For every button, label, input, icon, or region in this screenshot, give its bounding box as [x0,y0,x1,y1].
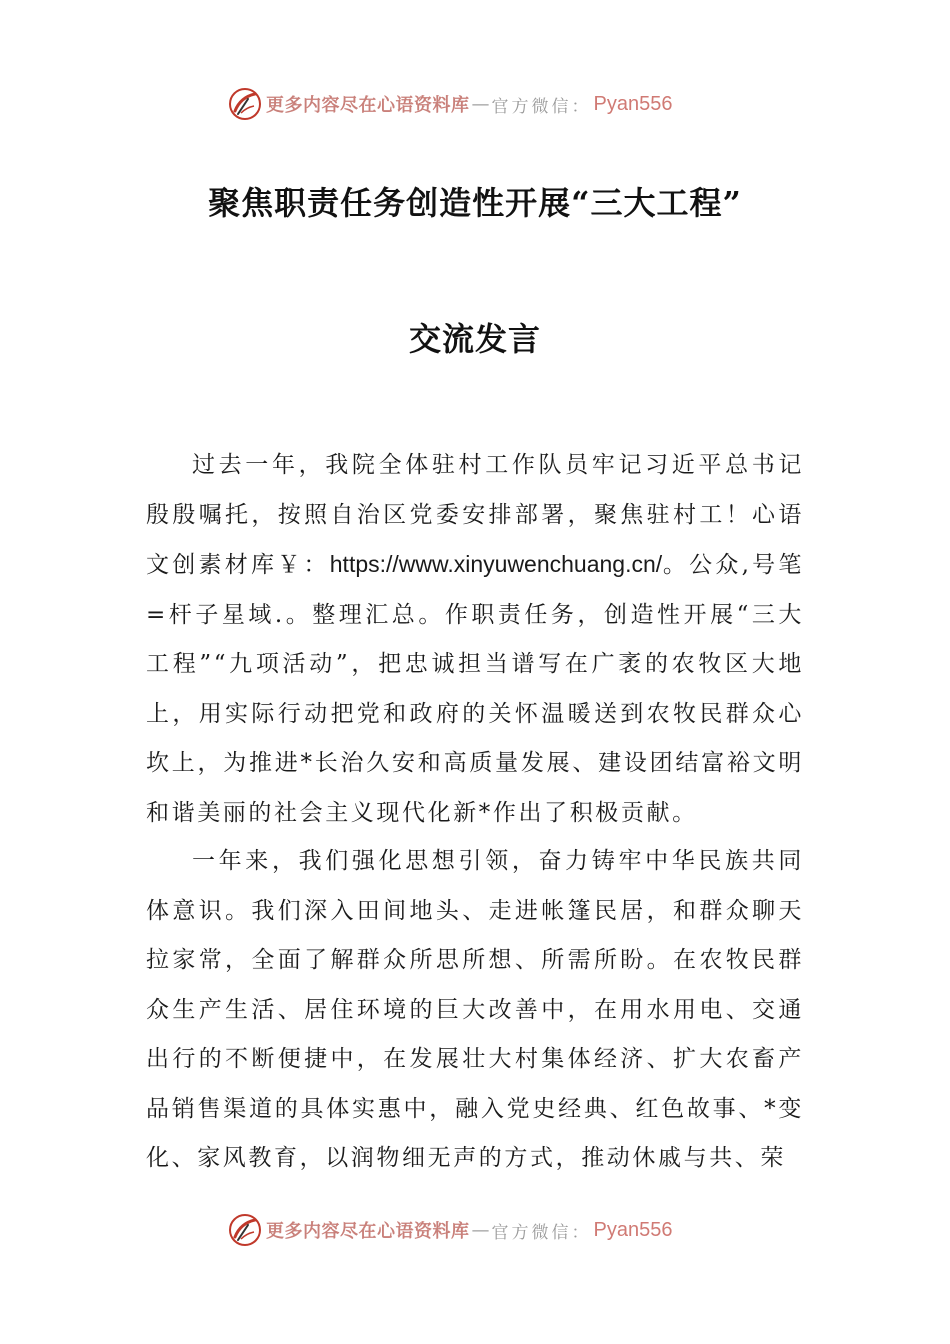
watermark-main-text: 更多内容尽在心语资料库 [266,95,470,116]
watermark-dash: — [471,1219,490,1241]
body-paragraph-2: 一年来，我们强化思想引领，奋力铸牢中华民族共同体意识。我们深入田间地头、走进帐篷民居，和群众聊天拉家常，全面了解群众所思所想、所需所盼。在农牧民群众生产生活、居住环境的巨大改善中，在用水用电、交通出行的不断便捷中，在发展壮大村集体经济、扩大农畜产品销售渠道的具体实惠中，融入党史经典、红色故事、*变化、家风教育，以润物细无声的方式，推动休戚与共、荣 [146,848,804,1171]
header-watermark [228,84,672,124]
footer-watermark [228,1210,672,1250]
paragraph-1-text-a: 过去一年，我院全体驻村工作队员牢记习近平总书记殷殷嘱托，按照自治区党委安排部署，聚焦驻村工！心语文创素材库￥： [146,452,804,578]
watermark-wechat-id: Pyan556 [593,1218,673,1241]
paragraph-1-text-b: 。公众,号笔=杆子星域.。整理汇总。作职责任务，创造性开展“三大工程”“九项活动”，把忠诚担当谱写在广袤的农牧区大地上，用实际行动把党和政府的关怀温暖送到农牧民群众心坎上，为推进*长治久安和高质量发展、建设团结富裕文明和谐美丽的社会主义现代化新*作出了积极贡献。 [146,552,804,826]
watermark-official-label: 官方微信： [491,96,592,117]
watermark-dash: — [471,93,490,115]
document-title-line2: 交流发言 [408,320,541,358]
body-paragraph-1 [146,441,804,838]
watermark-official-label: 官方微信： [491,1222,592,1243]
watermark-main-text: 更多内容尽在心语资料库 [266,1221,470,1242]
document-title-line1: 聚焦职责任务创造性开展“三大工程” [208,184,742,222]
writing-pen-logo-icon [228,87,262,121]
watermark-wechat-id: Pyan556 [593,92,673,115]
writing-pen-logo-icon [228,1213,262,1247]
paragraph-1-url: https://www.xinyuwenchuang.cn/ [329,551,663,577]
